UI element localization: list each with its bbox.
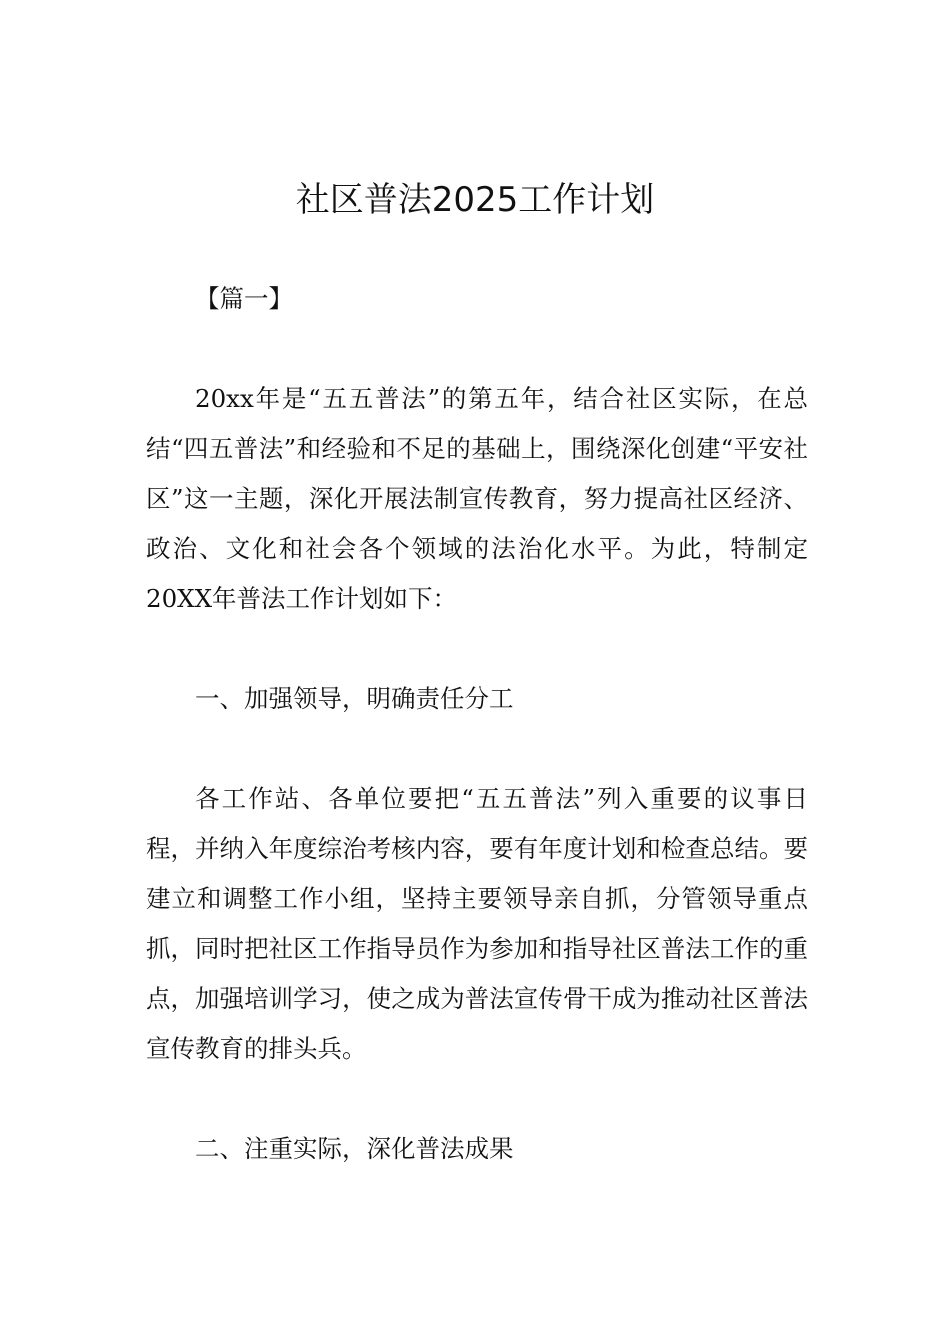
document-title: 社区普法2025工作计划 bbox=[295, 180, 655, 220]
body-paragraph-1: 各工作站、各单位要把“五五普法”列入重要的议事日程，并纳入年度综治考核内容，要有年度计划和检查总结。要建立和调整工作小组，坚持主要领导亲自抓，分管领导重点抓，同时把社区工作指导员作为参加和指导社区普法工作的重点，加强培训学习，使之成为普法宣传骨干成为推动社区普法宣传教育的排头兵。 bbox=[146, 784, 808, 1063]
intro-paragraph: 20xx年是“五五普法”的第五年，结合社区实际，在总结“四五普法”和经验和不足的基础上，围绕深化创建“平安社区”这一主题，深化开展法制宣传教育，努力提高社区经济、政治、文化和社会各个领域的法治化水平。为此，特制定20XX年普法工作计划如下： bbox=[146, 384, 808, 613]
section-heading-2: 二、注重实际，深化普法成果 bbox=[195, 1134, 514, 1163]
section-heading-1: 一、加强领导，明确责任分工 bbox=[195, 684, 514, 713]
section-label: 【篇一】 bbox=[195, 284, 293, 313]
